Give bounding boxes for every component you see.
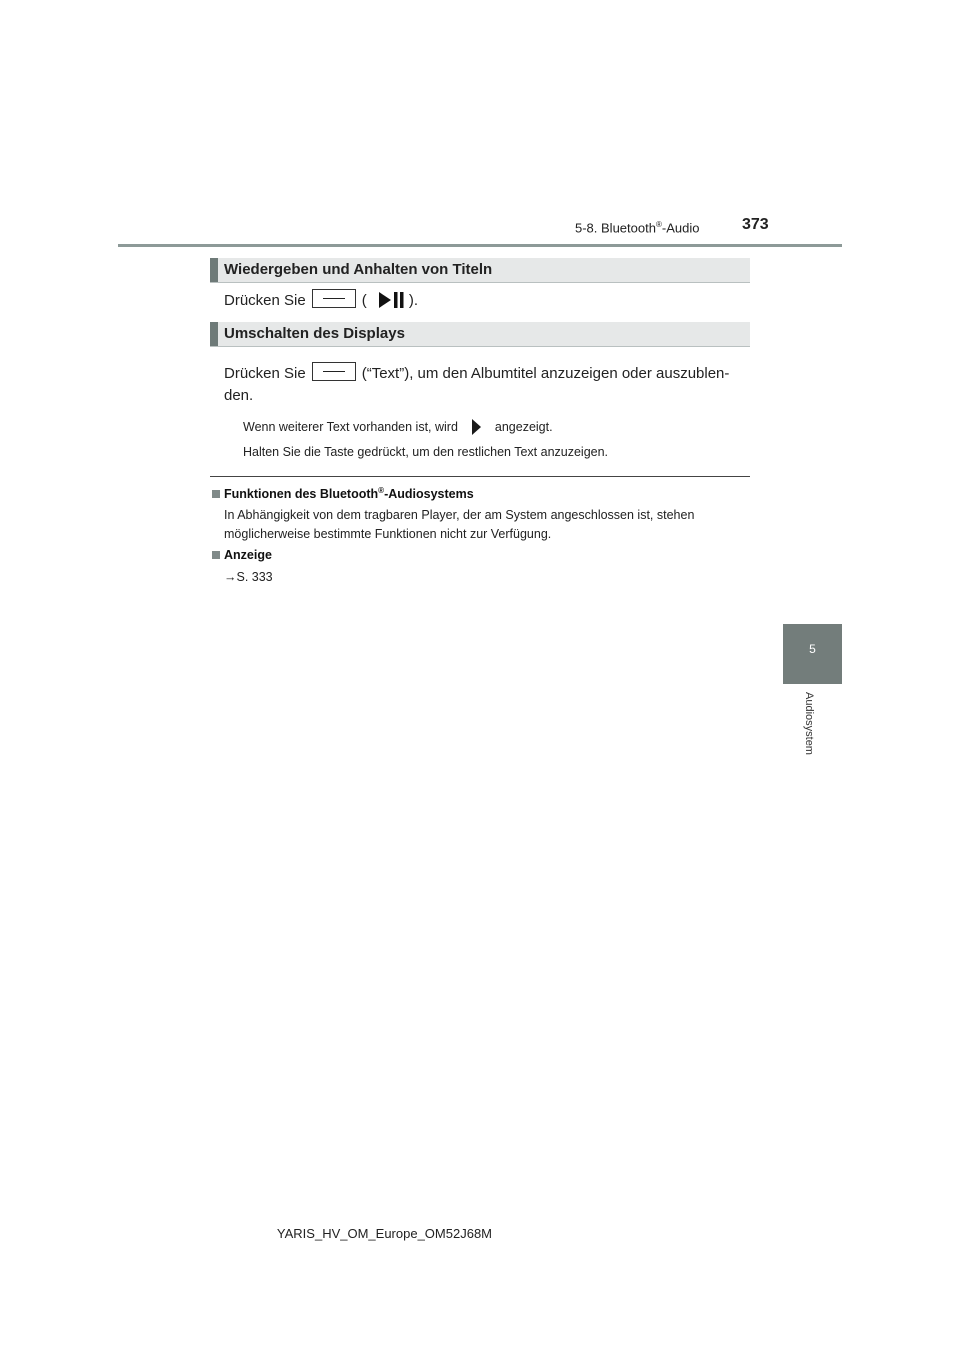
key-button-box <box>312 289 356 308</box>
instruction-play-pause: Drücken Sie ( ). <box>224 289 418 309</box>
note-hold-button: Halten Sie die Taste gedrückt, um den restlichen Text anzuzeigen. <box>243 445 609 459</box>
section-heading-play-pause <box>210 258 750 283</box>
note-text-functions: In Abhängigkeit von dem tragbaren Player, der am System angeschlossen ist, stehen möglicherweise bestimmte Funktionen nicht zur Verfügung. <box>224 508 695 541</box>
heading-title: Wiedergeben und Anhalten von Titeln <box>224 261 493 278</box>
next-arrow-icon <box>465 417 487 437</box>
key-button-box <box>312 362 356 381</box>
instruction-display-continued: den. <box>224 387 254 404</box>
heading-accent <box>210 322 218 346</box>
square-bullet-icon <box>212 490 220 498</box>
square-bullet-icon <box>212 551 220 559</box>
note-title-functions: Funktionen des Bluetooth®-Audiosystems <box>212 486 474 501</box>
section-breadcrumb: 5-8. Bluetooth®-Audio <box>575 220 700 236</box>
document-footer: YARIS_HV_OM_Europe_OM52J68M <box>276 1226 492 1241</box>
note-more-text: Wenn weiterer Text vorhanden ist, wird angezeigt. <box>243 417 553 437</box>
chapter-tab[interactable]: 5 <box>783 624 842 684</box>
page-number: 373 <box>742 216 769 233</box>
page-reference-link[interactable]: →S. 333 <box>224 570 273 584</box>
instruction-display: Drücken Sie (“Text”), um den Albumtitel anzuzeigen oder auszublen- <box>224 362 729 382</box>
heading-title: Umschalten des Displays <box>224 325 405 342</box>
chapter-label: Audiosystem <box>803 692 815 755</box>
section-heading-display <box>210 322 750 347</box>
play-pause-icon <box>375 291 405 309</box>
header-divider <box>118 244 842 247</box>
heading-accent <box>210 258 218 282</box>
content-divider <box>210 476 750 477</box>
note-title-display: Anzeige <box>212 548 272 562</box>
